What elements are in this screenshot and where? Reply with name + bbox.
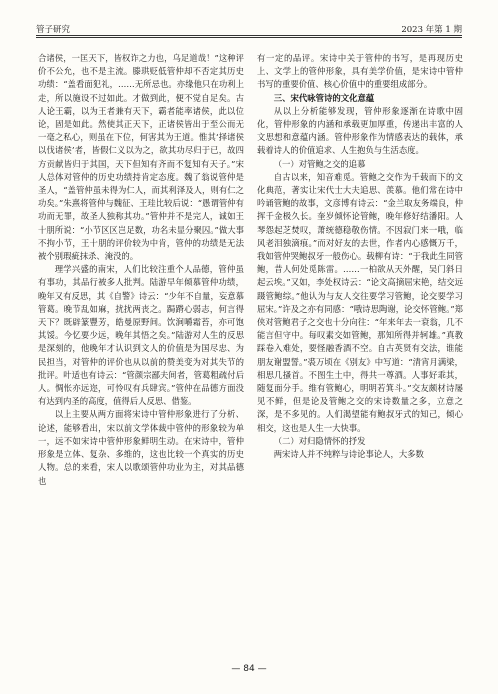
paragraph: 以上主要从两方面将宋诗中管仲形象进行了分析、论述，能够看出，宋以前文学体裁中管仲的形象较为单一，远不如宋诗中管仲形象鲜明生动。在宋诗中，管仲形象是立体、复杂、多维的，这也比较一个真实的历史人物。总的来看，宋人以歌颂管仲功业为主，对其品德也 [38,409,244,486]
right-column [257,52,463,656]
paragraph: 两宋诗人并不纯粹与诗论事论人，大多数 [273,449,424,460]
running-header [36,18,462,34]
paragraph: 合诸侯，一匡天下，皆权诈之力也，乌足道哉！”这种评价不公允，也不是主流。滕珙贬低管仲却不否定其历史功绩：“盖看面犯礼，……无所忌也。亦缘他只在功利上走，所以施设不过如此。才做到此，便不觉自足矣。古人论王霸，以为王者兼有天下，霸者能率诸侯，此以位论，固是如此。然使其正天下，正诸侯皆出于至公而无一毫之私心，则虽在下位，何害其为王道。惟其‘择诸侯以伐诸侯’者，皆假仁义以为之，欲其功尽归于已，故四方贡献皆归于其国，天下但知有齐而不复知有天子。”宋人总体对管仲的历史功绩持肯定态度。魏了翁说管仲是圣人，“盖管仲虽未得为仁人，而其利泽及人，则有仁之功矣。”朱熹将管仲与魏征、王珪比较后说：“愚谓管仲有功而无罪，故圣人独称其功。”管仲并不是完人，诚如王十朋所说：“小节区区岂足数，功名未显分聚囚。”做大事不拘小节，王十朋的评价较为中肯，管仲的功绩是无法被个别瑕疵抹杀、淹没的。 [38,53,244,262]
page-number: — 84 — [231,664,267,674]
header-rule-thin [36,37,462,38]
left-column [38,52,244,656]
paragraph: 从以上分析能够发现，管仲形象逐渐在诗歌中固化，管仲形象的内涵和承载更加厚重，传递出丰富的人文思想和意蕴内涵。管仲形象作为情感表达的载体，承载着诗人的价值追求、人生抱负与生活态度。 [257,105,463,156]
journal-name: 管子研究 [36,24,71,35]
issue-number: 2023 年第 1 期 [401,24,462,35]
subsection-heading: （一）对管鲍之交的追慕 [273,158,366,169]
paragraph: 自古以来，知音难觅。管鲍之交作为千载而下的文化典范，著实让宋代士大夫追思、羡慕。他们常在诗中吟诵管鲍的故事，文彦博有诗云：“金兰取友务端良，仲挥千金极久长。奎岁倾怀论管鲍，晚年修好结潘阳。人琴怨起芝焚叹，萧统德稳敬伤情。不因寂门来一哦，临风老泪独滴痕。”而对好友的去世，作者内心感慨万千，我如管仲哭鲍叔牙一般伤心。载柳有诗：“于我此生同管鲍，昔人何处觅陈雷。……一柏欲从天外醒，吴门斜日起云埃。”又如，李处权诗云：“论文高摘屈宋艳，结交远蹑管鲍综。”他认为与友人交往要学习管鲍，论交要学习屈宋。”许及之亦有同感：“哦诗思陶谢，论交怀管鲍。”郑侠对管鲍君子之交也十分向往：“年来年去一衰翁，几不能言但守中。每叹素交如管鲍，那知所得并轲雄。”真教踩卷入难处，要怪融香酒不空。自古英贤有交法，谁能朋友谢盟誓。”裘万顷在《别友》中写道：“清宵月满梁，相思几搔首。不图生土中，得共一尊酒。人事好乖其，随复面分手。维有管鲍心，明明若箕斗。”交友颇材诗屡见不鲜，但是论及管鲍之交的宋诗数量之多，立意之深，是不多见的。人们渴望能有鲍叔牙式的知己，倾心相交，这也是人生一大快事。 [257,171,463,433]
paragraph: 理学兴盛的南宋，人们比较注重个人品德，管仲虽有事功，其品行被多人批判。陆游早年倾慕管仲功绩，晚年又有反思，其《自警》诗云：“少年不自量，妄意慕管葛。晚节乱如麻，扰扰两丧之。跼蹐心弱志，何言得天下？既辟篆豐芳，皓曼原野间。饮涧嚼霜苔，亦可饱其馁。今忆要少远，晚年其悟之矣。”陆游对人生的反思是深刻的，他晚年才认识到文人的价值是为国尽忠、为民担当，对管仲的评价也从以前的赞美变为对其失节的批评。叶适也有诗云：“管颜宗鄙夫间者，管葛粗疏付后人。惆怅亦远迩，可怜叹有兵肆宾。”管仲在品德方面没有达到内圣的高度，值得后人反思、借鉴。 [38,264,244,407]
subsection-heading: （二）对归隐情怀的抒发 [273,435,366,446]
section-heading: 三、宋代咏管诗的文化意蕴 [273,92,375,103]
paragraph: 有一定的品评。宋诗中关于管仲的书写，是再现历史上、文学上的管仲形象，具有美学价值，是宋诗中管仲书写的重要价值、核心价值中的重要组成部分。 [257,53,463,90]
header-rule [36,35,462,36]
